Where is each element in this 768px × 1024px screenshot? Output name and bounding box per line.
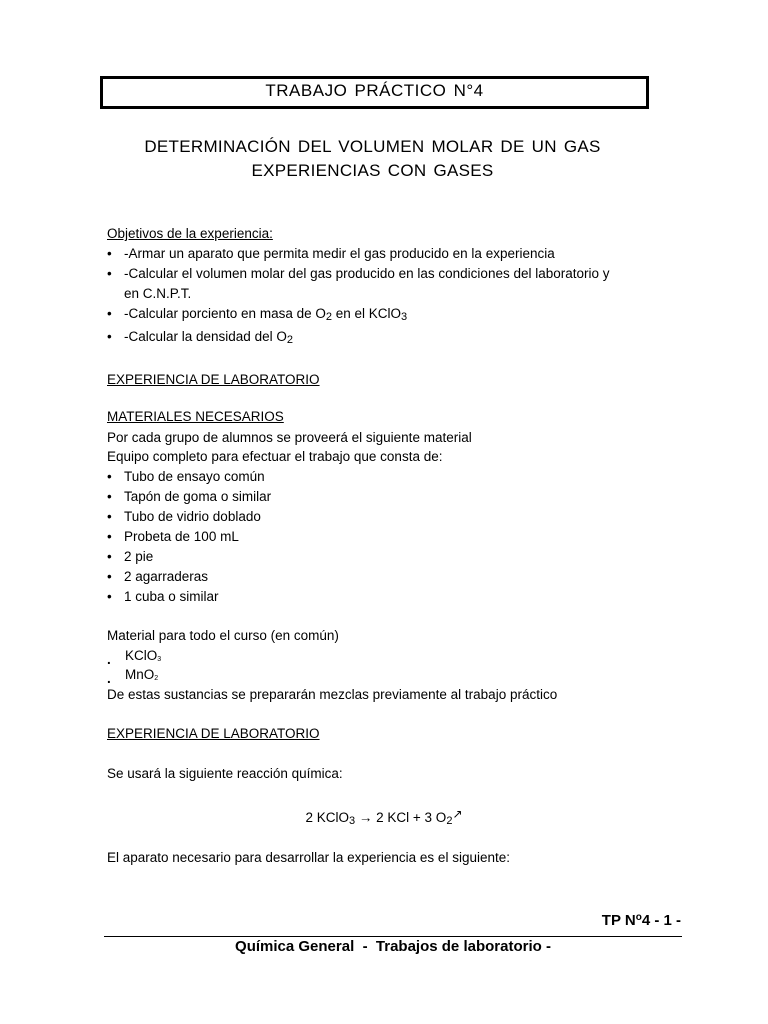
- materials-intro-2: Equipo completo para efectuar el trabajo que consta de:: [107, 449, 443, 464]
- objectives-label: Objetivos de la experiencia:: [107, 226, 273, 241]
- dot-bullet: .: [107, 652, 111, 667]
- materials-label: MATERIALES NECESARIOS: [107, 409, 284, 424]
- bullet: •: [107, 469, 112, 484]
- bullet: •: [107, 529, 112, 544]
- section-heading-lab-1: EXPERIENCIA DE LABORATORIO: [107, 372, 320, 387]
- document-title: TRABAJO PRÁCTICO N°4: [265, 81, 484, 100]
- footer-divider: [104, 936, 682, 937]
- bullet: •: [107, 569, 112, 584]
- bullet: •: [107, 246, 112, 261]
- bullet: •: [107, 329, 112, 344]
- bullet: •: [107, 266, 112, 281]
- bullet: •: [107, 489, 112, 504]
- title-box: [100, 76, 649, 109]
- dot-bullet: .: [107, 671, 111, 686]
- chemical-equation: 2 KClO$_3$ → 2 KCl + 3 $O_2↗$: [305, 807, 463, 827]
- heading-line-2: EXPERIENCIAS CON GASES: [251, 161, 494, 180]
- bullet: •: [107, 589, 112, 604]
- section-heading-lab-2: EXPERIENCIA DE LABORATORIO: [107, 726, 320, 741]
- common-materials-label: Material para todo el curso (en común): [107, 628, 339, 643]
- materials-intro-1: Por cada grupo de alumnos se proveerá el siguiente material: [107, 430, 472, 445]
- common-note: De estas sustancias se prepararán mezclas previamente al trabajo práctico: [107, 687, 558, 702]
- objective-item-2-continued: en C.N.P.T.: [124, 286, 192, 301]
- bullet: •: [107, 306, 112, 321]
- heading-line-1: DETERMINACIÓN DEL VOLUMEN MOLAR DE UN GAS: [144, 137, 601, 156]
- footer-course-title: Química General - Trabajos de laboratorio -: [235, 938, 551, 955]
- bullet: •: [107, 509, 112, 524]
- bullet: •: [107, 549, 112, 564]
- page-number: TP $N^o4 - 1$ -: [601, 912, 681, 929]
- gas-arrow-icon: ↗: [452, 807, 463, 821]
- reaction-intro: Se usará la siguiente reacción química:: [107, 766, 343, 781]
- apparatus-text: El aparato necesario para desarrollar la experiencia es el siguiente:: [107, 850, 510, 865]
